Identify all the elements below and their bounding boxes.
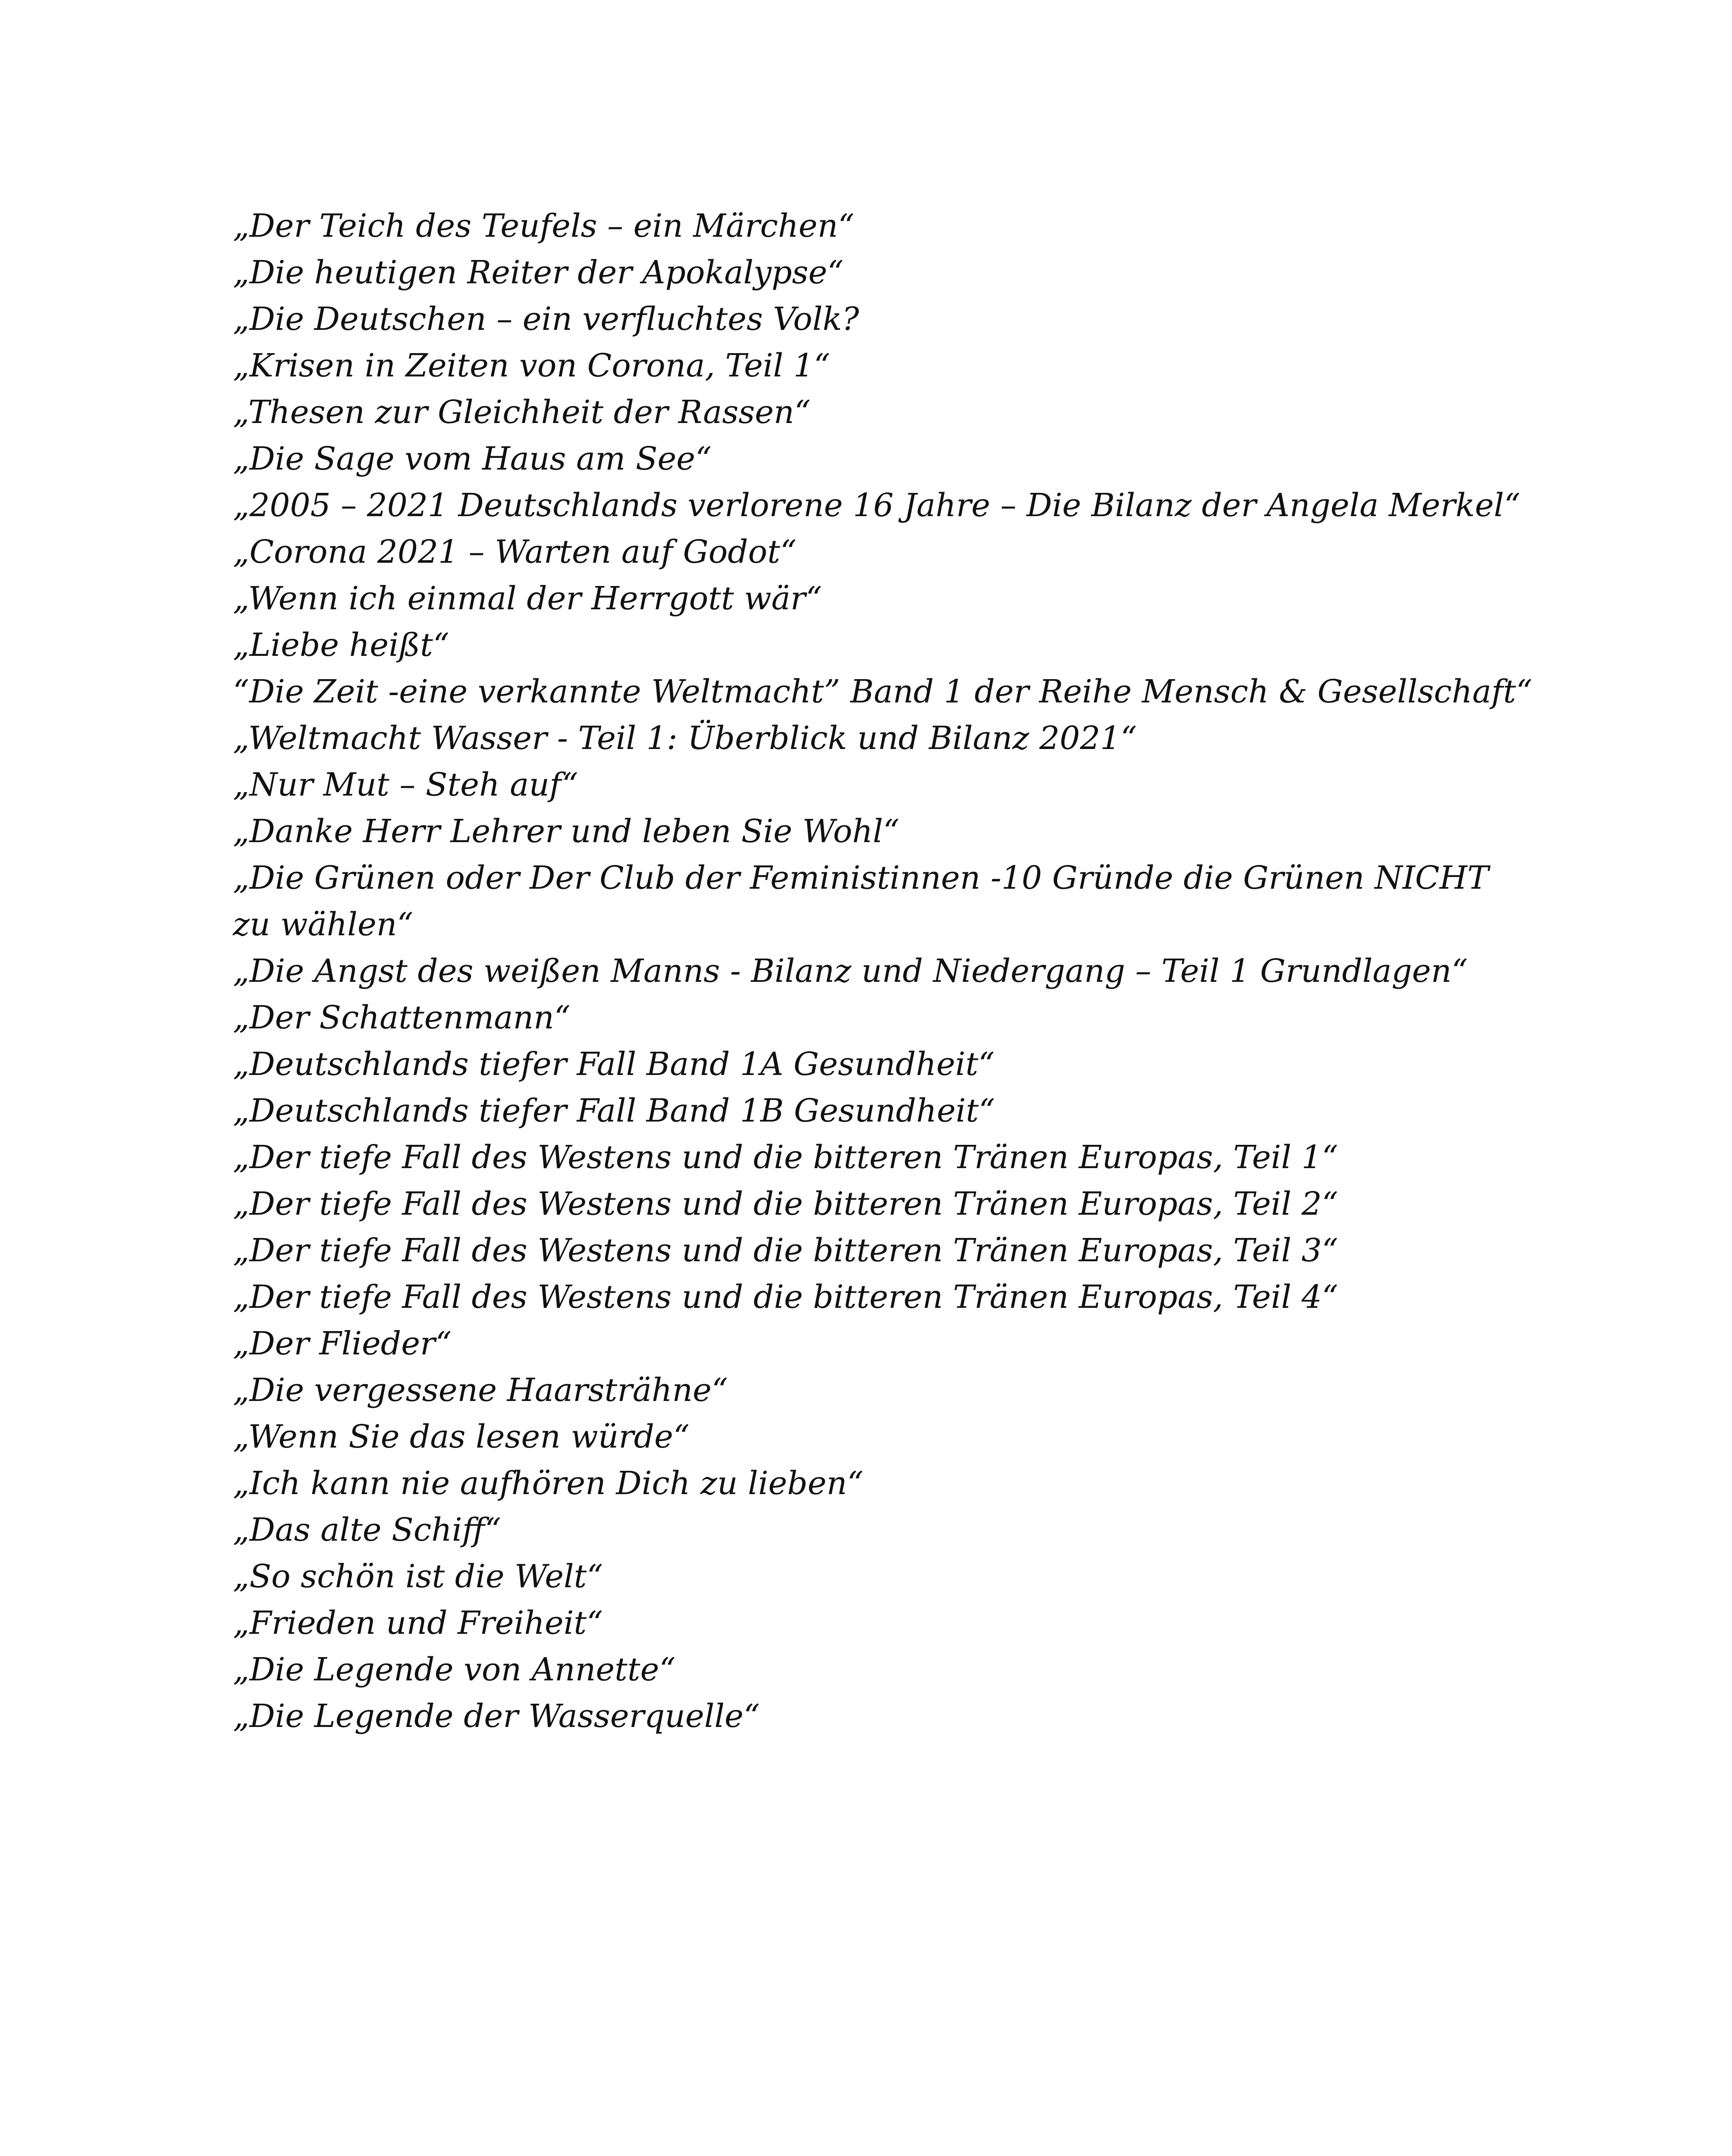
list-item: „Die Deutschen – ein verfluchtes Volk? (233, 301, 859, 338)
list-item: „So schön ist die Welt“ (233, 1558, 603, 1595)
list-item: “Die Zeit -eine verkannte Weltmacht” Band 1 der Reihe Mensch & Gesellschaft“ (233, 673, 1532, 710)
list-item: „Corona 2021 – Warten auf Godot“ (233, 533, 797, 570)
book-title-list (233, 203, 1532, 1739)
list-item: „Der tiefe Fall des Westens und die bitteren Tränen Europas, Teil 2“ (233, 1185, 1338, 1222)
list-item: „Danke Herr Lehrer und leben Sie Wohl“ (233, 813, 900, 850)
list-item: „2005 – 2021 Deutschlands verlorene 16 Jahre – Die Bilanz der Angela Merkel“ (233, 487, 1521, 524)
list-item: „Der Flieder“ (233, 1325, 452, 1362)
list-item: „Der tiefe Fall des Westens und die bitteren Tränen Europas, Teil 4“ (233, 1279, 1338, 1316)
list-item: „Ich kann nie aufhören Dich zu lieben“ (233, 1465, 863, 1502)
list-item: „Die Angst des weißen Manns - Bilanz und Niedergang – Teil 1 Grundlagen“ (233, 953, 1468, 990)
list-item: „Wenn ich einmal der Herrgott wär“ (233, 580, 822, 617)
list-item: „Die Legende von Annette“ (233, 1651, 676, 1688)
list-item: „Der tiefe Fall des Westens und die bitteren Tränen Europas, Teil 1“ (233, 1139, 1338, 1176)
list-item: „Nur Mut – Steh auf“ (233, 766, 578, 803)
list-item: „Das alte Schiff“ (233, 1511, 501, 1548)
list-item: „Liebe heißt“ (233, 627, 449, 664)
list-item: „Der tiefe Fall des Westens und die bitteren Tränen Europas, Teil 3“ (233, 1232, 1338, 1269)
list-item: „Der Schattenmann“ (233, 999, 571, 1036)
list-item: „Die Sage vom Haus am See“ (233, 440, 712, 477)
list-item: „Die Grünen oder Der Club der Feministinnen -10 Gründe die Grünen NICHT zu wählen“ (233, 859, 1489, 943)
list-item: „Der Teich des Teufels – ein Märchen“ (233, 207, 854, 244)
list-item: „Die heutigen Reiter der Apokalypse“ (233, 254, 844, 291)
list-item: „Deutschlands tiefer Fall Band 1A Gesundheit“ (233, 1046, 995, 1083)
list-item: „Die vergessene Haarsträhne“ (233, 1372, 728, 1409)
list-item: „Krisen in Zeiten von Corona, Teil 1“ (233, 347, 830, 384)
list-item: „Thesen zur Gleichheit der Rassen“ (233, 394, 811, 431)
list-item: „Weltmacht Wasser - Teil 1: Überblick und Bilanz 2021“ (233, 720, 1137, 757)
list-item: „Deutschlands tiefer Fall Band 1B Gesundheit“ (233, 1092, 995, 1129)
list-item: „Die Legende der Wasserquelle“ (233, 1698, 760, 1735)
list-item: „Frieden und Freiheit“ (233, 1604, 603, 1642)
list-item: „Wenn Sie das lesen würde“ (233, 1418, 690, 1455)
